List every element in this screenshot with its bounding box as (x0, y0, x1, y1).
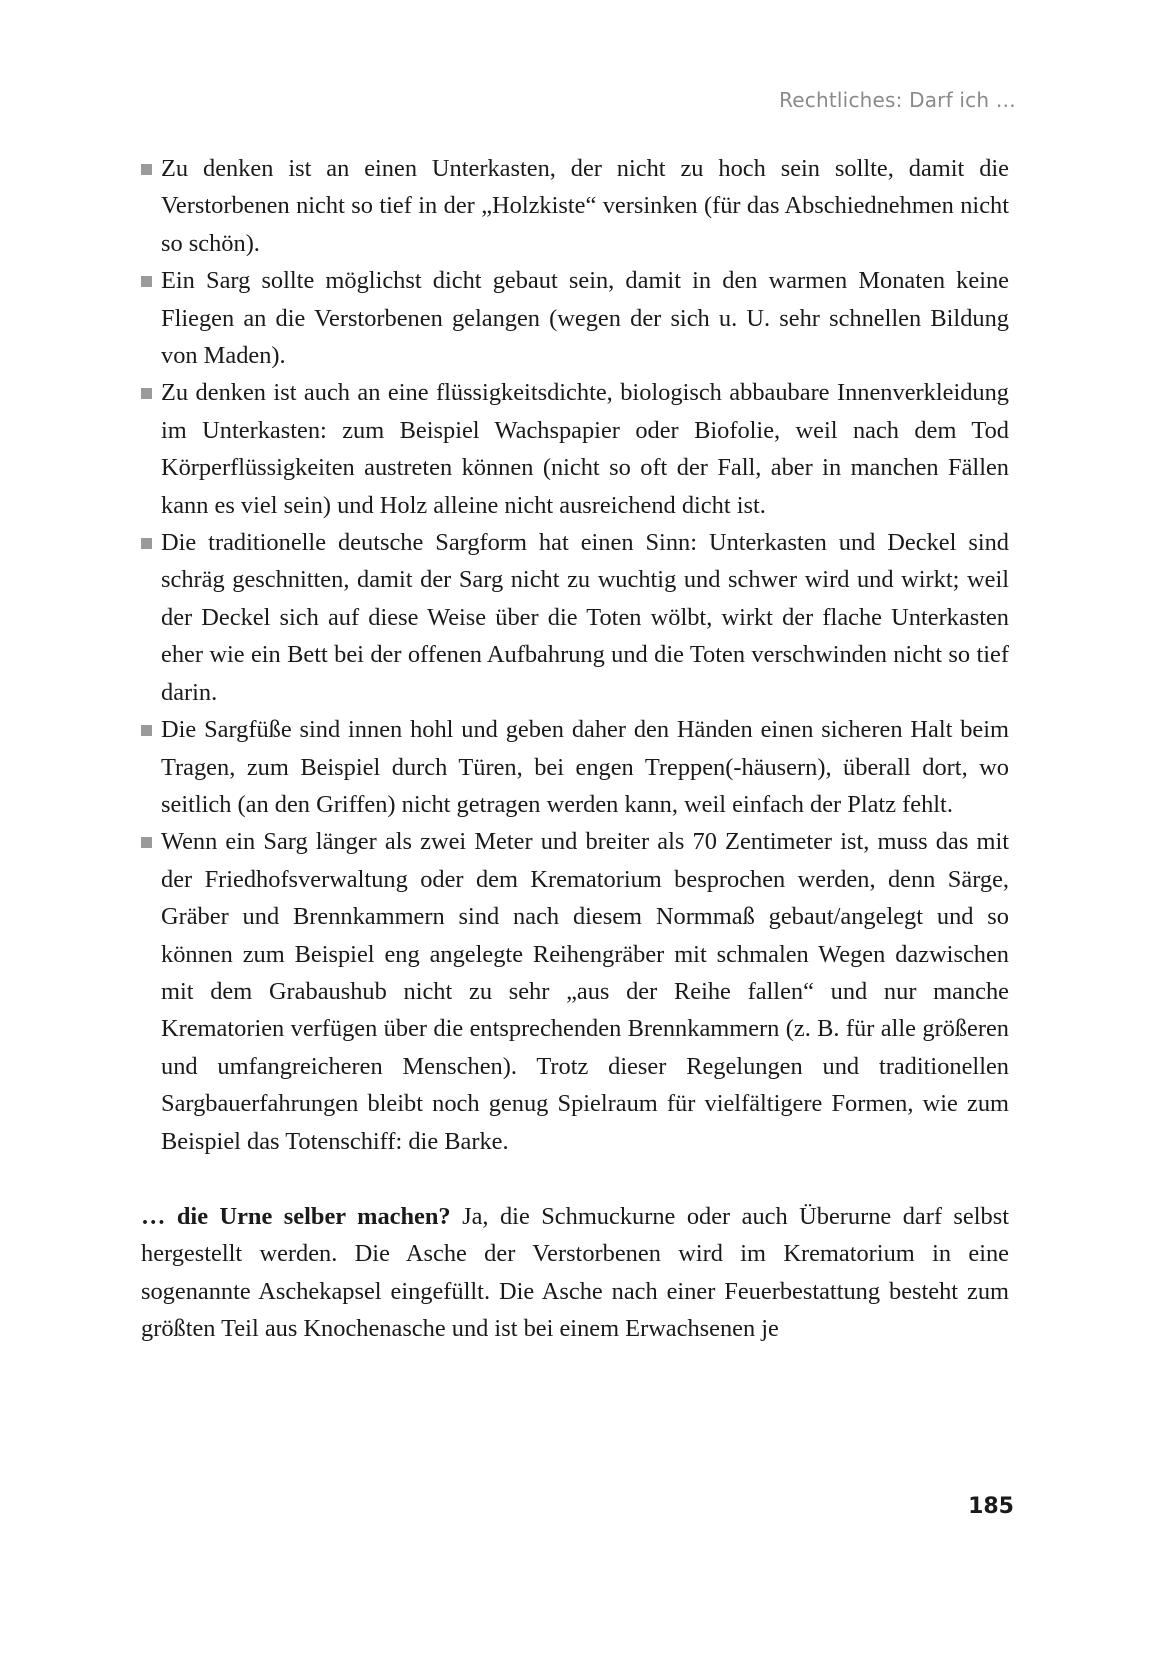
paragraph-lead-question: … die Urne selber machen? (141, 1202, 451, 1230)
square-bullet-icon (141, 276, 152, 287)
square-bullet-icon (141, 388, 152, 399)
list-item-text: Die traditionelle deutsche Sargform hat einen Sinn: Unterkasten und Deckel sind schräg geschnitten, damit der Sarg nicht zu wuchtig und schwer wird und wirkt; weil der Deckel sich auf diese Weise über die Toten wölbt, wirkt der flache Unterkasten eher wie ein Bett bei der offenen Aufbahrung und die Toten verschwinden nicht so tief darin. (161, 529, 1009, 706)
page-body (141, 150, 1009, 1348)
list-item (141, 262, 1009, 374)
square-bullet-icon (141, 725, 152, 736)
page-number: 185 (968, 1494, 1014, 1519)
bullet-list (141, 150, 1009, 1160)
list-item-text: Zu denken ist auch an eine flüssigkeitsdichte, biologisch abbaubare Innenverkleidung im Unterkasten: zum Beispiel Wachspapier oder Biofolie, weil nach dem Tod Körperflüssigkeiten austreten können (nicht so oft der Fall, aber in manchen Fällen kann es viel sein) und Holz alleine nicht ausreichend dicht ist. (161, 379, 1009, 519)
square-bullet-icon (141, 837, 152, 848)
urn-paragraph (141, 1198, 1009, 1348)
list-item (141, 823, 1009, 1160)
square-bullet-icon (141, 164, 152, 175)
paragraph-body: Ja, die Schmuckurne oder auch Überurne darf selbst hergestellt werden. Die Asche der Verstorbenen wird im Krematorium in eine sogenannte Aschekapsel eingefüllt. Die Asche nach einer Feuerbestattung besteht zum größten Teil aus Knochenasche und ist bei einem Erwachsenen je (141, 1202, 1009, 1343)
list-item-text: Wenn ein Sarg länger als zwei Meter und breiter als 70 Zentimeter ist, muss das mit der Friedhofsverwaltung oder dem Krematorium besprochen werden, denn Särge, Gräber und Brennkammern sind nach diesem Normmaß gebaut/angelegt und so können zum Beispiel eng angelegte Reihengräber mit schmalen Wegen dazwischen mit dem Grabaushub nicht zu sehr „aus der Reihe fallen“ und nur manche Krematorien verfügen über die entsprechenden Brennkammern (z. B. für alle größeren und umfangreicheren Menschen). Trotz dieser Regelungen und traditionellen Sargbauerfahrungen bleibt noch genug Spielraum für vielfältigere Formen, wie zum Beispiel das Totenschiff: die Barke. (161, 828, 1009, 1155)
list-item-text: Ein Sarg sollte möglichst dicht gebaut sein, damit in den warmen Monaten keine Fliegen an die Verstorbenen gelangen (wegen der sich u. U. sehr schnellen Bildung von Maden). (161, 267, 1009, 370)
list-item (141, 524, 1009, 711)
list-item-text: Zu denken ist an einen Unterkasten, der nicht zu hoch sein sollte, damit die Verstorbenen nicht so tief in der „Holzkiste“ versinken (für das Abschiednehmen nicht so schön). (161, 155, 1009, 257)
list-item (141, 711, 1009, 823)
list-item (141, 150, 1009, 262)
list-item (141, 374, 1009, 524)
square-bullet-icon (141, 538, 152, 549)
list-item-text: Die Sargfüße sind innen hohl und geben daher den Händen einen sicheren Halt beim Tragen, zum Beispiel durch Türen, bei engen Treppen(-häusern), überall dort, wo seitlich (an den Griffen) nicht getragen werden kann, weil einfach der Platz fehlt. (161, 716, 1009, 818)
running-head: Rechtliches: Darf ich … (779, 88, 1016, 112)
